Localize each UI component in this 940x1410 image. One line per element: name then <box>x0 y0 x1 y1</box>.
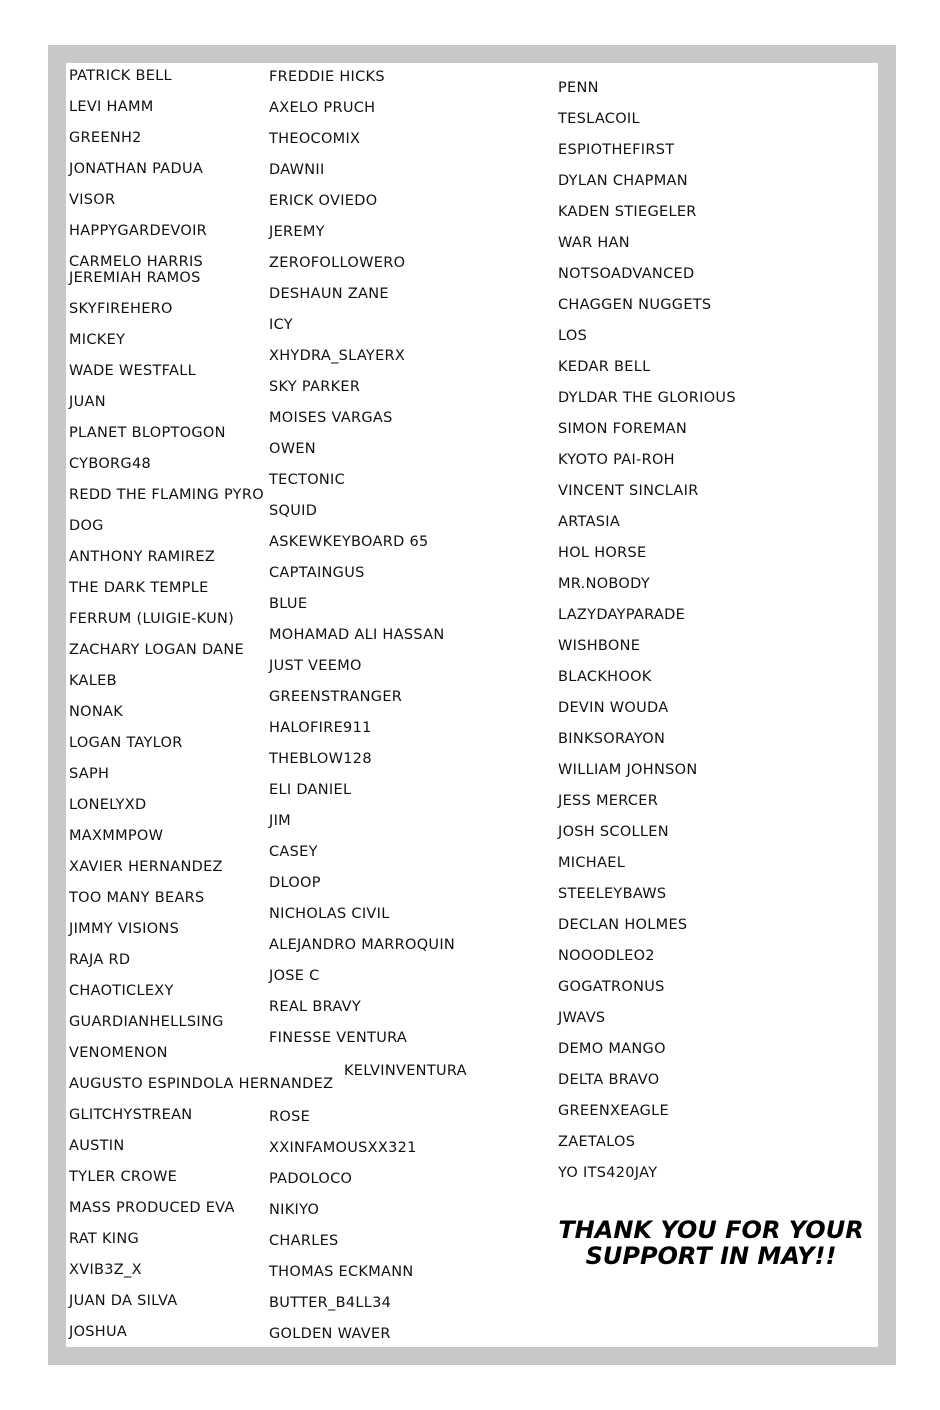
supporter-name: VISOR <box>69 192 116 208</box>
supporter-name: DYLDAR THE GLORIOUS <box>558 390 736 406</box>
supporter-name: JONATHAN PADUA <box>69 161 204 177</box>
supporter-name: TOO MANY BEARS <box>69 890 205 906</box>
supporter-name: VENOMENON <box>69 1045 168 1061</box>
supporter-name: WILLIAM JOHNSON <box>558 762 698 778</box>
supporter-name: BUTTER_B4LL34 <box>269 1295 392 1311</box>
supporter-name: CHAGGEN NUGGETS <box>558 297 712 313</box>
supporter-name: ELI DANIEL <box>269 782 352 798</box>
supporter-name: JIM <box>269 813 291 829</box>
supporter-name: KALEB <box>69 673 117 689</box>
supporter-name: NOOODLEO2 <box>558 948 655 964</box>
supporter-name: SKY PARKER <box>269 379 361 395</box>
supporter-name: JUAN <box>69 394 106 410</box>
supporter-name: DEVIN WOUDA <box>558 700 669 716</box>
supporter-name: LAZYDAYPARADE <box>558 607 686 623</box>
supporter-name: MAXMMPOW <box>69 828 164 844</box>
supporter-name: PLANET BLOPTOGON <box>69 425 226 441</box>
supporter-name: ROSE <box>269 1109 311 1125</box>
supporter-name: CASEY <box>269 844 318 860</box>
supporter-name: ANTHONY RAMIREZ <box>69 549 216 565</box>
supporter-name: SKYFIREHERO <box>69 301 173 317</box>
supporter-name: AUGUSTO ESPINDOLA HERNANDEZ <box>69 1076 334 1092</box>
supporter-name: JEREMY <box>269 224 325 240</box>
supporter-name: GREENSTRANGER <box>269 689 403 705</box>
supporter-name: CHAOTICLEXY <box>69 983 174 999</box>
supporter-name: XXINFAMOUSXX321 <box>269 1140 417 1156</box>
supporter-name: THE DARK TEMPLE <box>69 580 209 596</box>
supporter-name: FREDDIE HICKS <box>269 69 385 85</box>
supporter-name: ESPIOTHEFIRST <box>558 142 675 158</box>
supporter-name: YO ITS420JAY <box>558 1165 658 1181</box>
supporter-name: JOSHUA <box>69 1324 128 1340</box>
supporter-name: XVIB3Z_X <box>69 1262 142 1278</box>
supporter-name: HOL HORSE <box>558 545 647 561</box>
supporter-name: JUAN DA SILVA <box>69 1293 178 1309</box>
supporter-name: PENN <box>558 80 599 96</box>
supporter-name: DYLAN CHAPMAN <box>558 173 688 189</box>
supporter-name: DLOOP <box>269 875 321 891</box>
supporter-name: JIMMY VISIONS <box>69 921 180 937</box>
supporter-name: TYLER CROWE <box>69 1169 178 1185</box>
supporter-name: KADEN STIEGELER <box>558 204 697 220</box>
supporter-name: REAL BRAVY <box>269 999 362 1015</box>
supporter-name: THEBLOW128 <box>269 751 372 767</box>
supporter-name: JEREMIAH RAMOS <box>69 270 201 286</box>
supporter-name: PATRICK BELL <box>69 68 172 84</box>
supporter-name: STEELEYBAWS <box>558 886 667 902</box>
supporter-name: CYBORG48 <box>69 456 151 472</box>
supporter-name: VINCENT SINCLAIR <box>558 483 699 499</box>
supporter-name: TESLACOIL <box>558 111 640 127</box>
supporter-name: CARMELO HARRIS <box>69 254 204 270</box>
supporter-name: JWAVS <box>558 1010 606 1026</box>
supporter-name: ZAETALOS <box>558 1134 636 1150</box>
supporter-name: AUSTIN <box>69 1138 125 1154</box>
supporter-name: JOSH SCOLLEN <box>558 824 669 840</box>
supporter-name: DELTA BRAVO <box>558 1072 660 1088</box>
supporter-name: BLACKHOOK <box>558 669 652 685</box>
supporter-name: THEOCOMIX <box>269 131 361 147</box>
supporter-name: MICKEY <box>69 332 126 348</box>
supporter-name: WADE WESTFALL <box>69 363 196 379</box>
supporter-name: KYOTO PAI-ROH <box>558 452 675 468</box>
supporter-name: GREENXEAGLE <box>558 1103 670 1119</box>
supporter-name: PADOLOCO <box>269 1171 353 1187</box>
supporter-name: SAPH <box>69 766 110 782</box>
supporter-name: MR.NOBODY <box>558 576 650 592</box>
supporter-name: MOISES VARGAS <box>269 410 393 426</box>
supporter-name: WAR HAN <box>558 235 630 251</box>
supporter-name: THOMAS ECKMANN <box>269 1264 414 1280</box>
supporter-name: XHYDRA_SLAYERX <box>269 348 406 364</box>
supporter-name: CHARLES <box>269 1233 339 1249</box>
supporter-name: GOLDEN WAVER <box>269 1326 391 1342</box>
supporter-name: ALEJANDRO MARROQUIN <box>269 937 456 953</box>
supporter-name: SIMON FOREMAN <box>558 421 688 437</box>
supporter-name: ICY <box>269 317 293 333</box>
supporter-name: DESHAUN ZANE <box>269 286 389 302</box>
supporter-name: ZEROFOLLOWERO <box>269 255 406 271</box>
supporter-name: OWEN <box>269 441 316 457</box>
supporter-name: MICHAEL <box>558 855 626 871</box>
supporter-name: KELVINVENTURA <box>344 1063 467 1079</box>
supporter-name: LEVI HAMM <box>69 99 154 115</box>
supporter-name: HALOFIRE911 <box>269 720 372 736</box>
supporter-name: FINESSE VENTURA <box>269 1030 408 1046</box>
supporter-name: ASKEWKEYBOARD 65 <box>269 534 429 550</box>
supporter-name: NONAK <box>69 704 124 720</box>
supporter-name: REDD THE FLAMING PYRO <box>69 487 264 503</box>
supporter-name: GREENH2 <box>69 130 142 146</box>
supporter-name: ERICK OVIEDO <box>269 193 378 209</box>
supporter-name: ARTASIA <box>558 514 621 530</box>
supporter-name: NOTSOADVANCED <box>558 266 695 282</box>
supporter-name: LOS <box>558 328 588 344</box>
supporter-name: DECLAN HOLMES <box>558 917 688 933</box>
supporter-name: RAJA RD <box>69 952 131 968</box>
supporter-name: LOGAN TAYLOR <box>69 735 183 751</box>
supporter-name: WISHBONE <box>558 638 641 654</box>
supporter-name: JESS MERCER <box>558 793 659 809</box>
supporter-name: NICHOLAS CIVIL <box>269 906 390 922</box>
supporter-name: NIKIYO <box>269 1202 320 1218</box>
supporter-name: CAPTAINGUS <box>269 565 365 581</box>
supporter-name: RAT KING <box>69 1231 140 1247</box>
supporter-name: LONELYXD <box>69 797 147 813</box>
supporter-name: JOSE C <box>269 968 320 984</box>
supporter-name: DOG <box>69 518 104 534</box>
supporter-name: MOHAMAD ALI HASSAN <box>269 627 445 643</box>
supporter-name: GLITCHYSTREAN <box>69 1107 193 1123</box>
supporter-name: DEMO MANGO <box>558 1041 666 1057</box>
supporter-name: BLUE <box>269 596 308 612</box>
supporter-name: DAWNII <box>269 162 325 178</box>
supporter-name: ZACHARY LOGAN DANE <box>69 642 244 658</box>
supporter-name: BINKSORAYON <box>558 731 666 747</box>
supporter-name: TECTONIC <box>269 472 346 488</box>
supporter-name: KEDAR BELL <box>558 359 651 375</box>
supporter-name: AXELO PRUCH <box>269 100 376 116</box>
supporter-name: GOGATRONUS <box>558 979 665 995</box>
supporter-name: MASS PRODUCED EVA <box>69 1200 235 1216</box>
supporter-name: HAPPYGARDEVOIR <box>69 223 208 239</box>
thank-you-message: THANK YOU FOR YOUR SUPPORT IN MAY!! <box>558 1216 864 1270</box>
supporter-name: GUARDIANHELLSING <box>69 1014 224 1030</box>
supporter-name: XAVIER HERNANDEZ <box>69 859 223 875</box>
supporter-name: JUST VEEMO <box>269 658 362 674</box>
supporter-name: SQUID <box>269 503 318 519</box>
supporter-name: FERRUM (LUIGIE-KUN) <box>69 611 235 627</box>
